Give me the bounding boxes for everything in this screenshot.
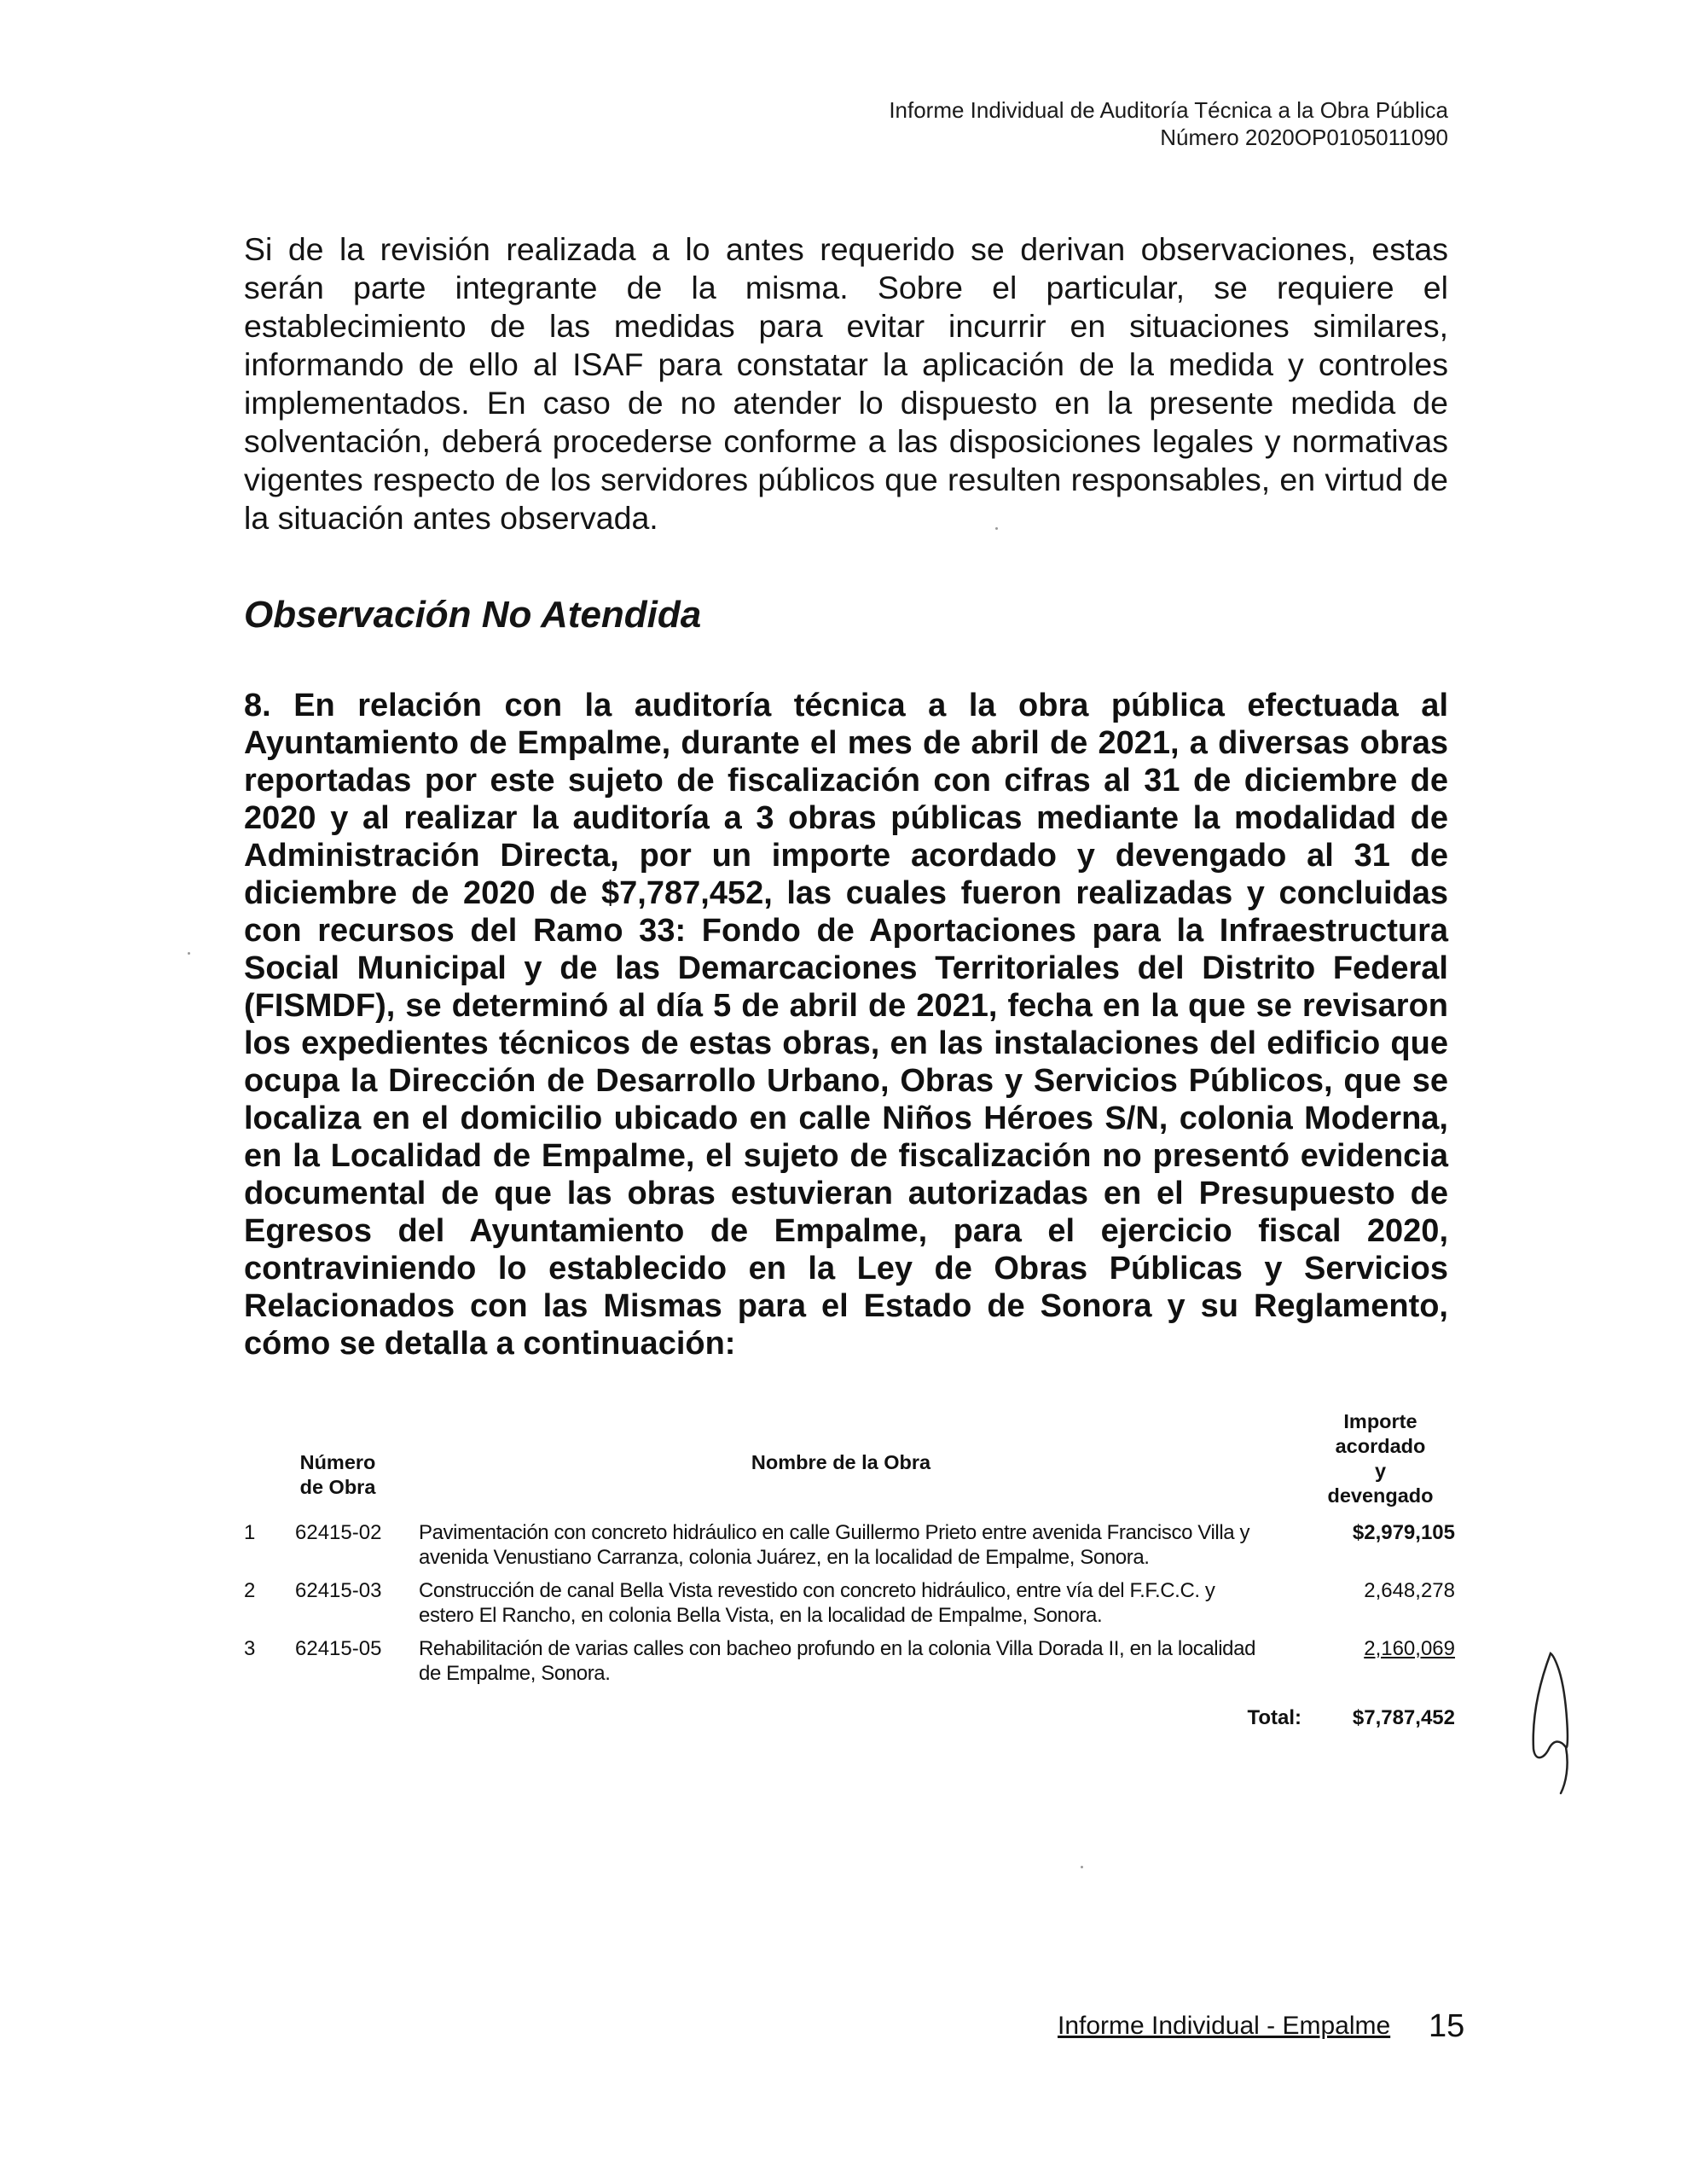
scan-speck [995,527,998,530]
row-code: 62415-05 [295,1637,382,1660]
row-description: Rehabilitación de varias calles con bacheo profundo en la colonia Villa Dorada II, en la localidad de Empalme, Sonora. [419,1637,1256,1685]
total-value: $7,787,452 [1352,1706,1455,1729]
intro-paragraph: Si de la revisión realizada a lo antes requerido se derivan observaciones, estas serán parte integrante de la misma. Sobre el particular, se requiere el establecimiento de las medidas para evitar incurrir en situaciones similares, informando de ello al ISAF para constatar la aplicación de la medida y controles implementados. En caso de no atender lo dispuesto en la presente medida de solventación, deberá procederse conforme a las disposiciones legales y normativas vigentes respecto de los servidores públicos que resulten responsables, en virtud de la situación antes observada. [244,231,1448,536]
header-title: Informe Individual de Auditoría Técnica a la Obra Pública [889,97,1448,123]
page-footer [1058,2008,1467,2044]
row-amount: 2,648,278 [1364,1579,1455,1602]
row-amount: $2,979,105 [1352,1521,1455,1544]
header-numero-obra: Número de Obra [299,1451,376,1498]
row-index: 3 [244,1637,256,1660]
total-label: Total: [1247,1706,1301,1729]
row-code: 62415-03 [295,1579,382,1602]
row-description: Pavimentación con concreto hidráulico en calle Guillermo Prieto entre avenida Francisco Villa y avenida Venustiano Carranza, colonia Juárez, en la localidad de Empalme, Sonora. [419,1521,1250,1569]
footer-text: Informe Individual - Empalme [1058,2012,1391,2040]
row-index: 2 [244,1579,256,1602]
page-number: 15 [1429,2008,1465,2044]
row-index: 1 [244,1521,256,1544]
scan-speck [1081,1866,1083,1868]
section-title: Observación No Atendida [244,594,702,636]
observation-paragraph: 8. En relación con la auditoría técnica a la obra pública efectuada al Ayuntamiento de Empalme, durante el mes de abril de 2021, a diversas obras reportadas por este sujeto de fiscalización con cifras al 31 de diciembre de 2020 y al realizar la auditoría a 3 obras públicas mediante la modalidad de Administración Directa, por un importe acordado y devengado al 31 de diciembre de 2020 de $7,787,452, las cuales fueron realizadas y concluidas con recursos del Ramo 33: Fondo de Aportaciones para la Infraestructura Social Municipal y de las Demarcaciones Territoriales del Distrito Federal (FISMDF), se determinó al día 5 de abril de 2021, fecha en la que se revisaron los expedientes técnicos de estas obras, en las instalaciones del edificio que ocupa la Dirección de Desarrollo Urbano, Obras y Servicios Públicos, que se localiza en el domicilio ubicado en calle Niños Héroes S/N, colonia Moderna, en la Localidad de Empalme, el sujeto de fiscalización no presentó evidencia documental de que las obras estuvieran autorizadas en el Presupuesto de Egresos del Ayuntamiento de Empalme, para el ejercicio fiscal 2020, contraviniendo lo establecido en la Ley de Obras Públicas y Servicios Relacionados con las Mismas para el Estado de Sonora y su Reglamento, cómo se detalla a continuación: [244,688,1448,1362]
header-importe: Importe acordado y devengado [1327,1410,1434,1507]
row-amount: 2,160,069 [1364,1637,1455,1660]
scan-speck [188,952,190,955]
report-header [889,96,1448,151]
header-nombre-obra: Nombre de la Obra [751,1451,931,1473]
row-description: Construcción de canal Bella Vista revestido con concreto hidráulico, entre vía del F.F.C.C. y estero El Rancho, en colonia Bella Vista, en la localidad de Empalme, Sonora. [419,1579,1215,1627]
header-report-number: Número 2020OP0105011090 [1160,125,1448,150]
signature-initial [1525,1647,1585,1800]
row-code: 62415-02 [295,1521,382,1544]
